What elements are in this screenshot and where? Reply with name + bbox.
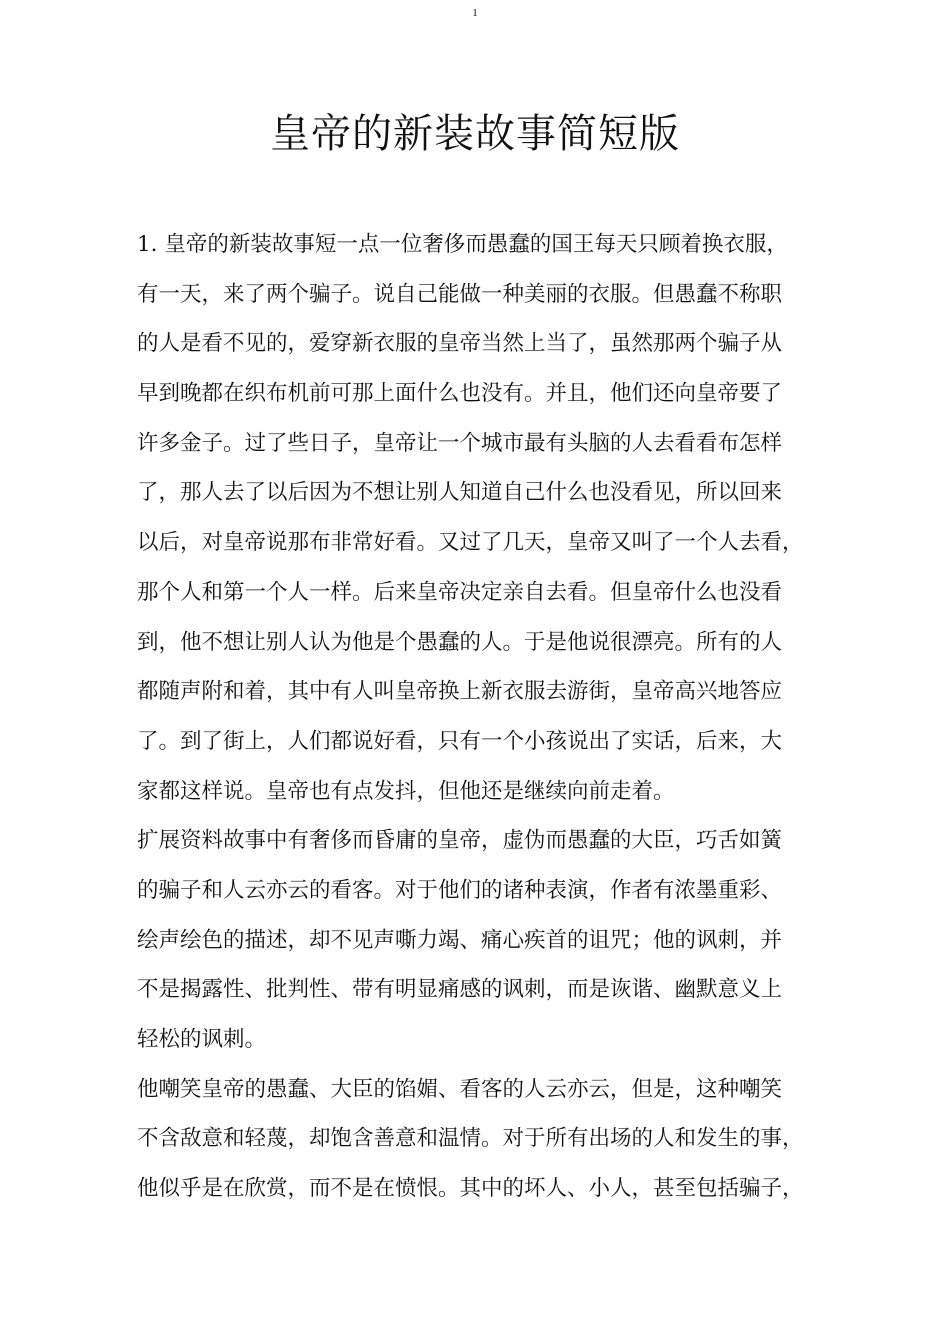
body-line: 以后，对皇帝说那布非常好看。又过了几天，皇帝又叫了一个人去看， [137,530,804,556]
body-line: 扩展资料故事中有奢侈而昏庸的皇帝，虚伪而愚蠢的大臣，巧舌如簧 [137,828,783,854]
body-line: 的人是看不见的，爱穿新衣服的皇帝当然上当了，虽然那两个骗子从 [137,331,783,357]
body-line: 不是揭露性、批判性、带有明显痛感的讽刺，而是诙谐、幽默意义上 [137,977,783,1003]
body-line: 1. 皇帝的新装故事短一点一位奢侈而愚蠢的国王每天只顾着换衣服， [137,232,788,257]
document-title: 皇帝的新装故事简短版 [270,111,680,157]
body-line: 了，那人去了以后因为不想让别人知道自己什么也没看见，所以回来 [137,480,783,506]
body-line: 许多金子。过了些日子，皇帝让一个城市最有头脑的人去看看布怎样 [137,430,783,456]
document-body [137,220,837,1214]
body-line: 他似乎是在欣赏，而不是在愤恨。其中的坏人、小人，甚至包括骗子， [137,1176,804,1202]
body-line: 轻松的讽刺。 [137,1027,267,1052]
body-line: 早到晚都在织布机前可那上面什么也没有。并且，他们还向皇帝要了 [137,381,783,407]
body-line: 那个人和第一个人一样。后来皇帝决定亲自去看。但皇帝什么也没看 [137,579,783,605]
page-number: 1 [472,7,478,19]
body-line: 绘声绘色的描述，却不见声嘶力竭、痛心疾首的诅咒；他的讽刺，并 [137,927,783,953]
body-line: 他嘲笑皇帝的愚蠢、大臣的馅媚、看客的人云亦云，但是，这种嘲笑 [137,1076,783,1102]
body-line: 了。到了街上，人们都说好看，只有一个小孩说出了实话，后来，大 [137,728,783,754]
body-line: 有一天，来了两个骗子。说自己能做一种美丽的衣服。但愚蠢不称职 [137,281,783,307]
body-line: 不含敌意和轻蔑，却饱含善意和温情。对于所有出场的人和发生的事， [137,1126,804,1152]
body-line: 都随声附和着，其中有人叫皇帝换上新衣服去游街，皇帝高兴地答应 [137,679,783,705]
body-line: 家都这样说。皇帝也有点发抖，但他还是继续向前走着。 [137,778,675,804]
body-line: 到，他不想让别人认为他是个愚蠢的人。于是他说很漂亮。所有的人 [137,629,783,655]
body-line: 的骗子和人云亦云的看客。对于他们的诸种表演，作者有浓墨重彩、 [137,877,783,903]
